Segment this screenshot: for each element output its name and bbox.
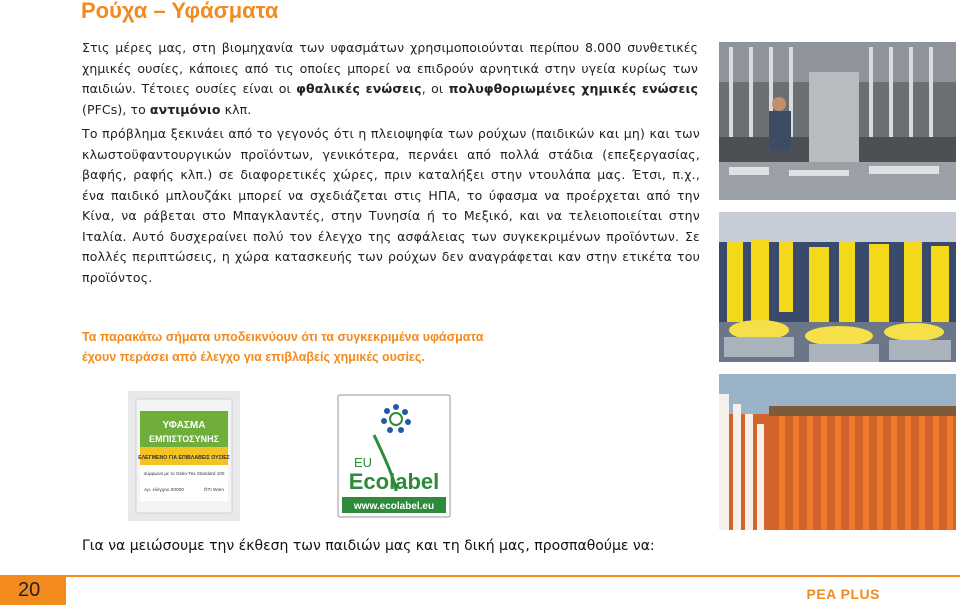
bold-term: πολυφθοριωμένες χημικές ενώσεις	[448, 81, 699, 96]
eu-ecolabel-logo	[334, 391, 454, 521]
footer-divider	[0, 575, 960, 577]
intro-paragraph: Στις μέρες μας, στη βιομηχανία των υφασμάτων χρησιμοποιούνται περίπου 8.000 συνθετικές χημικές ουσίες, κάποιες από τις οποίες μπορεί να επιδρούν αρνητικά στην υγεία κυρίως των παιδιών. Τέτοιες ουσίες είναι οι φθαλικές ενώσεις, οι πολυφθοριωμένες χημικές ενώσεις (PFCs), το αντιμόνιο κλπ.	[82, 40, 699, 117]
bold-term: αντιμόνιο	[149, 101, 221, 117]
textile-factory-photo	[719, 42, 956, 200]
oeko-line-4: σύμφωνα με το Oeko-Tex Standard 100	[143, 471, 225, 476]
oeko-line-3: ΕΛΕΓΜΕΝΟ ΓΙΑ ΕΠΙΒΛΑΒΕΙΣ ΟΥΣΙΕΣ	[138, 455, 230, 461]
page-number: 20	[18, 579, 41, 601]
bold-term: φθαλικές ενώσεις	[296, 81, 422, 96]
orange-threads-photo	[719, 374, 956, 530]
labels-note: Τα παρακάτω σήματα υποδεικνύουν ότι τα συγκεκριμένα υφάσματα έχουν περάσει από έλεγχο για επιβλαβείς χημικές ουσίες.	[82, 330, 484, 364]
oeko-tex-logo	[128, 391, 240, 521]
ecolabel-url: www.ecolabel.eu	[353, 501, 435, 512]
ecolabel-name: Ecolabel	[348, 469, 440, 494]
oeko-line-1: ΥΦΑΣΜΑ	[162, 420, 206, 431]
yellow-yarn-photo	[719, 212, 956, 362]
problem-paragraph: Το πρόβλημα ξεκινάει από το γεγονός ότι η πλειοψηφία των ρούχων (παιδικών και μη) και των κλωστοϋφαντουργικών προϊόντων, γενικότερα, περνάει από πολλά στάδια (επεξεργασίας, βαφής, ραφής κλπ.) σε διαφορετικές χώρες, πριν καταλήξει στην ντουλάπα μας. Έτσι, π.χ., ένα παιδικό μπλουζάκι μπορεί να σχεδιάζεται στις ΗΠΑ, το ύφασμα να προέρχεται από την Κίνα, να ράβεται στο Μπαγκλαντές, στην Τυνησία ή το Μεξικό, και να τελειοποιείται στην Ιταλία. Αυτό δυσχεραίνει πολύ τον έλεγχο της ασφάλειας των συγκεκριμένων προϊόντων. Σε πολλές περιπτώσεις, η χώρα κατασκευής των ρούχων δεν αναγράφεται καν στην ετικέτα του προϊόντος.	[82, 126, 700, 285]
oeko-line-5: Αρ. ελέγχου 00000	[144, 488, 185, 493]
oeko-line-2: ΕΜΠΙΣΤΟΣΥΝΗΣ	[148, 434, 220, 444]
page-title: Ρούχα – Υφάσματα	[81, 0, 279, 23]
oeko-line-6: ÖTI Wien	[203, 488, 224, 493]
bottom-lead-text: Για να μειώσουμε την έκθεση των παιδιών μας και τη δική μας, προσπαθούμε να:	[82, 538, 655, 554]
footer-brand: PEA PLUS	[806, 586, 880, 602]
ecolabel-eu: EU	[354, 455, 373, 470]
